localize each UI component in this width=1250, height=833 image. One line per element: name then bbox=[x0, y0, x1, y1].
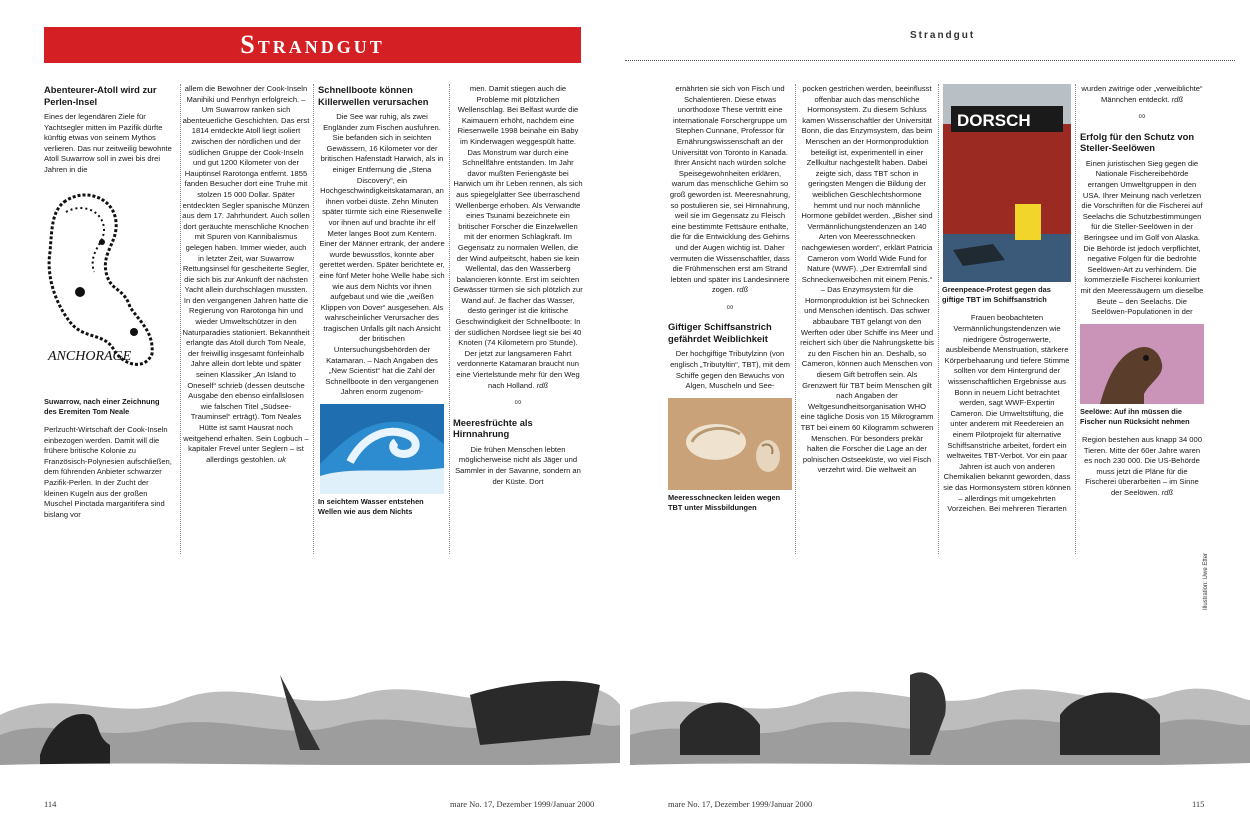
article-text: Region bestehen aus knapp 34 000 Tieren. Mitte der 60er Jahre waren es noch 230 000. Die US-Behörde muss jetzt die Pläne für die Fischerei überarbeiten – im Sinne der Seelöwen. rdß bbox=[1082, 435, 1202, 498]
article-text: Einen juristischen Sieg gegen die Nationale Fischereibehörde errangen Umweltgruppen in den USA. Ihrer Meinung nach verletzen die Vorschriften für die Fischerei auf Seelachs die Schutzbestimmungen für die Steller-Seelöwen in der Beringsee und im Golf von Alaska. Die Behörde ist jedoch verpflichtet, negative Folgen für die bedrohte Seelöwen-Art zu verhindern. Die kommerzielle Fischerei konkurriert mit den Meeressäugern um dieselbe Beute – den Seelachs. Die Seelöwen-Populationen in der bbox=[1080, 158, 1204, 317]
column-divider bbox=[1075, 84, 1076, 554]
article-sealions-col8 bbox=[1080, 84, 1204, 559]
figure-caption: Suwarrow, nach einer Zeichnung des Eremiten Tom Neale bbox=[44, 396, 160, 416]
page-number-right: 115 bbox=[1192, 799, 1205, 809]
article-text: Die See war ruhig, als zwei Engländer zum Fischen ausfuhren. Sie befanden sich in seichten Gewässern, 16 Kilometer vor der britischen Hafenstadt Harwich, als in einiger Entfernung die „Stena Discovery“, ein Hochgeschwindigkeitskatamaran, an ihnen vorbei düste. Zehn Minuten später türmte sich eine Riesenwelle vor ihnen auf und brachte ihr elf Meter langes Boot zum Kentern. Einer der Männer ertrank, der andere wurde bewusstlos, konnte aber gerettet werden. Später berichtete er, eine fünf Meter hohe Welle habe sich wie aus dem Nichts vor ihnen aufgebaut und wie die „weißen Klippen von Dover“ ausgesehen. Als wahrscheinlicher Verursacher des tragischen Unfalls gilt nach Ansicht der britischen Untersuchungsbehörden der Katamaran. – Nach Angaben des „New Scientist“ hat die Zahl der Schnellboote in den vergangenen Jahren enorm zugenom- bbox=[319, 112, 445, 397]
sea-snail-photo bbox=[668, 398, 792, 490]
article-seafood-col5 bbox=[668, 84, 792, 559]
article-text: Frauen beobachteten Vermännlichungstendenzen wie niedrigere Östrogenwerte, ausbleibende Menstruation, stärkere Körperbehaarung und tiefere Stimme sollten vor dem Hintergrund der wissenschaftlichen Ergebnisse aus Bonn in neuem Licht betrachtet werden, sagt WWF-Expertin Cameron. Die Umweltstiftung, die unter anderem mit Reedereien an einem Pilotprojekt für alternative Schiffsanstriche arbeitet, fordert ein weltweites TBT-Verbot. Vor ein paar Jahren ist auch von anderen Chemikalien bekannt geworden, dass sie das Hormonsystem stören können – allerdings mit umgekehrten Vorzeichen. Bei mehreren Tierarten bbox=[943, 313, 1071, 514]
header-rule bbox=[625, 60, 1235, 61]
article-text: Perlzucht-Wirtschaft der Cook-Inseln einbezogen werden. Damit will die frühere britische Kolonie zu Französisch-Polynesien aufschließen, dem führenden Anbieter schwarzer Pazifik-Perlen. In der Zucht der kleinen Kugeln aus der großen Muschel Pinctada margaritifera sind bislang vor bbox=[44, 424, 172, 519]
map-label: ANCHORAGE bbox=[48, 348, 132, 364]
column-divider bbox=[180, 84, 181, 554]
column-divider bbox=[313, 84, 314, 554]
article-heading: Erfolg für den Schutz von Steller-Seelöwen bbox=[1080, 130, 1195, 154]
article-tbt-col7 bbox=[942, 84, 1072, 559]
suwarrow-map-drawing bbox=[44, 182, 172, 394]
author-initials: rdß bbox=[736, 285, 749, 295]
sea-lion-photo bbox=[1080, 324, 1204, 404]
article-tbt-col6 bbox=[800, 84, 934, 559]
wave-photo bbox=[318, 404, 446, 494]
article-heading: Meeresfrüchte als Hirnnahrung bbox=[453, 416, 533, 440]
separator-ornament: ∞ bbox=[514, 397, 522, 409]
figure-caption: Meeresschnecken leiden wegen TBT unter Missbildungen bbox=[668, 492, 781, 513]
article-killerwaves-col3 bbox=[318, 84, 446, 559]
page-number-left: 114 bbox=[44, 799, 57, 809]
article-heading: Giftiger Schiffsanstrich gefährdet Weiblichkeit bbox=[668, 321, 772, 344]
issue-info-left: mare No. 17, Dezember 1999/Januar 2000 bbox=[450, 799, 595, 809]
beach-illustration bbox=[0, 655, 1250, 790]
article-text: Die frühen Menschen lebten möglicherweise nicht als Jäger und Sammler in der Savanne, sondern an der Küste. Dort bbox=[455, 444, 581, 486]
separator-ornament: ∞ bbox=[726, 301, 734, 313]
greenpeace-ship-photo bbox=[942, 84, 1072, 282]
article-heading: Abenteurer-Atoll wird zur Perlen-Insel bbox=[44, 84, 157, 107]
column-divider bbox=[938, 84, 939, 554]
article-text: allem die Bewohner der Cook-Inseln Manihiki und Penrhyn erfolgreich. – Um Suwarrow ranken sich abenteuerliche Geschichten. Das erst 1814 entdeckte Atoll liegt isoliert zwischen der nördlichen und der südlichen Gruppe der Cook-Inseln und gut 1200 Kilometer von der Hauptinsel Rarotonga entfernt. 1855 fanden Besucher dort eine Truhe mit stolzen 15 000 Dollar. Später entdeckten Segler spanische Münzen aus dem 17. Jahrhundert. Auch sollen dort geräuchte menschliche Knochen mit Spuren von Kannibalismus gelegen haben. Immer wieder, auch in letzter Zeit, war Suwarrow Rettungsinsel für gescheiterte Segler, die sich bis zur Ankunft der nächsten Yacht allein durchschlagen mussten. In den vergangenen Jahren hatte die Regierung von Rarotonga hin und wieder Umweltschützer in den Naturparadies stationiert. Bekanntheit erlangte das Atoll durch Tom Neale, der freiwillig insgesamt fünfeinhalb Jahre allein dort lebte und später seinen Klassiker „An Island to Oneself“ schrieb (dessen deutsche Ausgabe den ebenso einfallslosen wie falschen Titel „Südsee-Trauminsel“ erträgt). Tom Neales Hütte ist samt Hausrat noch weitgehend erhalten. Sein Logbuch – kapitaler Frevel unter Seglern – ist allerdings gestohlen. uk bbox=[182, 84, 310, 464]
article-text: ernährten sie sich von Fisch und Schalentieren. Diese etwas unorthodoxe These vertritt eine internationale Forschergruppe um Stephen Cunnane, Professor für Ernährungswissenschaft an der Universität von Toronto in Kanada. Ihrer Ansicht nach würden solche Speisegewohnheiten erklären, warum das menschliche Gehirn so groß geworden ist. Meeresnahrung, so postulieren sie, sei Hirnnahrung, weil sie im Gegensatz zu Fleisch eine bestimmte Fettsäure enthalte, die für die Entwicklung des Gehirns und der Augen wichtig ist. Daher vermuten die Wissenschaftler, dass die Frühmenschen erst am Strand lebten und später ins Landesinnere zogen. rdß bbox=[669, 84, 791, 295]
article-text: Eines der legendären Ziele für Yachtsegler mitten im Pazifik dürfte künftig etwas von seinem Mythos verlieren. Das nur zeitweilig bewohnte Atoll Suwarrow soll in zwei bis drei Jahren in die bbox=[44, 112, 172, 174]
right-page-header: Strandgut bbox=[910, 30, 976, 41]
article-suwarrow-col1 bbox=[44, 84, 172, 556]
separator-ornament: ∞ bbox=[1138, 111, 1146, 123]
column-divider bbox=[795, 84, 796, 554]
illustration-credit: Illustration: Uwe Etter bbox=[1203, 552, 1209, 610]
article-text: Der hochgiftige Tributylzinn (von englisch „Tributyltin“, TBT), mit dem Schiffe gegen den Bewuchs von Algen, Muscheln und See- bbox=[670, 349, 790, 391]
figure-caption: Seelöwe: Auf ihn müssen die Fischer nun Rücksicht nehmen bbox=[1080, 406, 1190, 426]
article-heading: Schnellboote können Killerwellen verursachen bbox=[318, 84, 429, 107]
section-banner bbox=[44, 27, 581, 63]
figure-caption: In seichtem Wasser entstehen Wellen wie aus dem Nichts bbox=[318, 497, 424, 517]
figure-caption: Greenpeace-Protest gegen das giftige TBT im Schiffsanstrich bbox=[942, 285, 1051, 305]
ship-name: DORSCH bbox=[957, 111, 1031, 130]
author-initials: uk bbox=[277, 454, 286, 464]
author-initials: rdß bbox=[1161, 488, 1174, 498]
article-text: wurden zwitrige oder „verweiblichte“ Männchen entdeckt. rdß bbox=[1081, 84, 1203, 104]
section-title: Strandgut bbox=[240, 30, 385, 59]
article-text: men. Damit stiegen auch die Probleme mit plötzlichen Wellenschlag. Bei Belfast wurde die Kaimauern erhöht, nachdem eine Riesenwelle 1998 beinahe ein Baby im Kinderwagen weggespült hatte. Das Monstrum war durch eine Schnellfähre entstanden. Im Jahr davor mußten Feriengäste bei Harwich um ihr Leben rennen, als sich aus spiegelglatter See überraschend Wellenberge erhoben. Als Verwandte eines Tsunami bezeichnete ein britischer Forscher die Einzelwellen mit der enormen Schlagkraft. Im Gegensatz zu normalen Wellen, die der Wind aufpeitscht, haben sie kein Wellental, das den Wasserberg balancieren könnte. Erst im seichten Gewässer türmen sie sich plötzlich zur Wand auf. Je flacher das Wasser, desto geringer ist die kritische Geschwindigkeit der Schnellboote: In der südlichen Nordsee liegt sie bei 40 Knoten (74 Kilometern pro Stunde). Der jetzt zur langsameren Fahrt verdonnerte Katamaran braucht nun eine Viertelstunde mehr für den Weg nach Holland. rdß bbox=[453, 84, 583, 390]
column-divider bbox=[449, 84, 450, 554]
author-initials: rdß bbox=[536, 380, 548, 390]
article-text: pocken gestrichen werden, beeinflusst offenbar auch das menschliche Hormonsystem. Zu diesem Schluss kamen Wissenschaftler der Universität Bonn, die das Enzymsystem, das beim Menschen an der Hormonproduktion beteiligt ist, experimentell in einer Zellkultur nachgestellt haben. Dabei zeigte sich, dass TBT schon in geringsten Mengen die Bildung der weiblichen Geschlechtshormone hemmt und nur noch männliche Hormone gebildet werden. „Bisher sind Vermännlichungstendenzen an 140 Arten von Meeresschnecken nachgewiesen worden“, erklärt Patricia Cameron vom World Wide Fund for Nature (WWF). „Der Extremfall sind Schneckenweibchen mit einem Penis.“ – Das Enzymsystem für die Hormonproduktion ist bei Schnecken und Menschen identisch. Das schwer abbaubare TBT gelangt von den Werften oder über Schiffe ins Meer und reichert sich über die Nahrungskette bis zu den Fischen hin an. Deshalb, so Cameron, können auch Menschen von diesem Gift betroffen sein. Als Grenzwert für TBT beim Menschen gilt nach Angaben der Weltgesundheitsorganisation WHO eine tägliche Dosis von 15 Mikrogramm TBT bei einem 60 Kilogramm schweren Menschen. Für besonders prekär halten die Forscher die Lage an der polnischen Ostseeküste, wo viel Fisch verzehrt wird. Die weltweit an bbox=[800, 84, 934, 475]
issue-info-right: mare No. 17, Dezember 1999/Januar 2000 bbox=[668, 799, 813, 809]
author-initials: rdß bbox=[1171, 94, 1183, 104]
article-killerwaves-col4 bbox=[453, 84, 583, 559]
article-suwarrow-col2 bbox=[182, 84, 310, 544]
